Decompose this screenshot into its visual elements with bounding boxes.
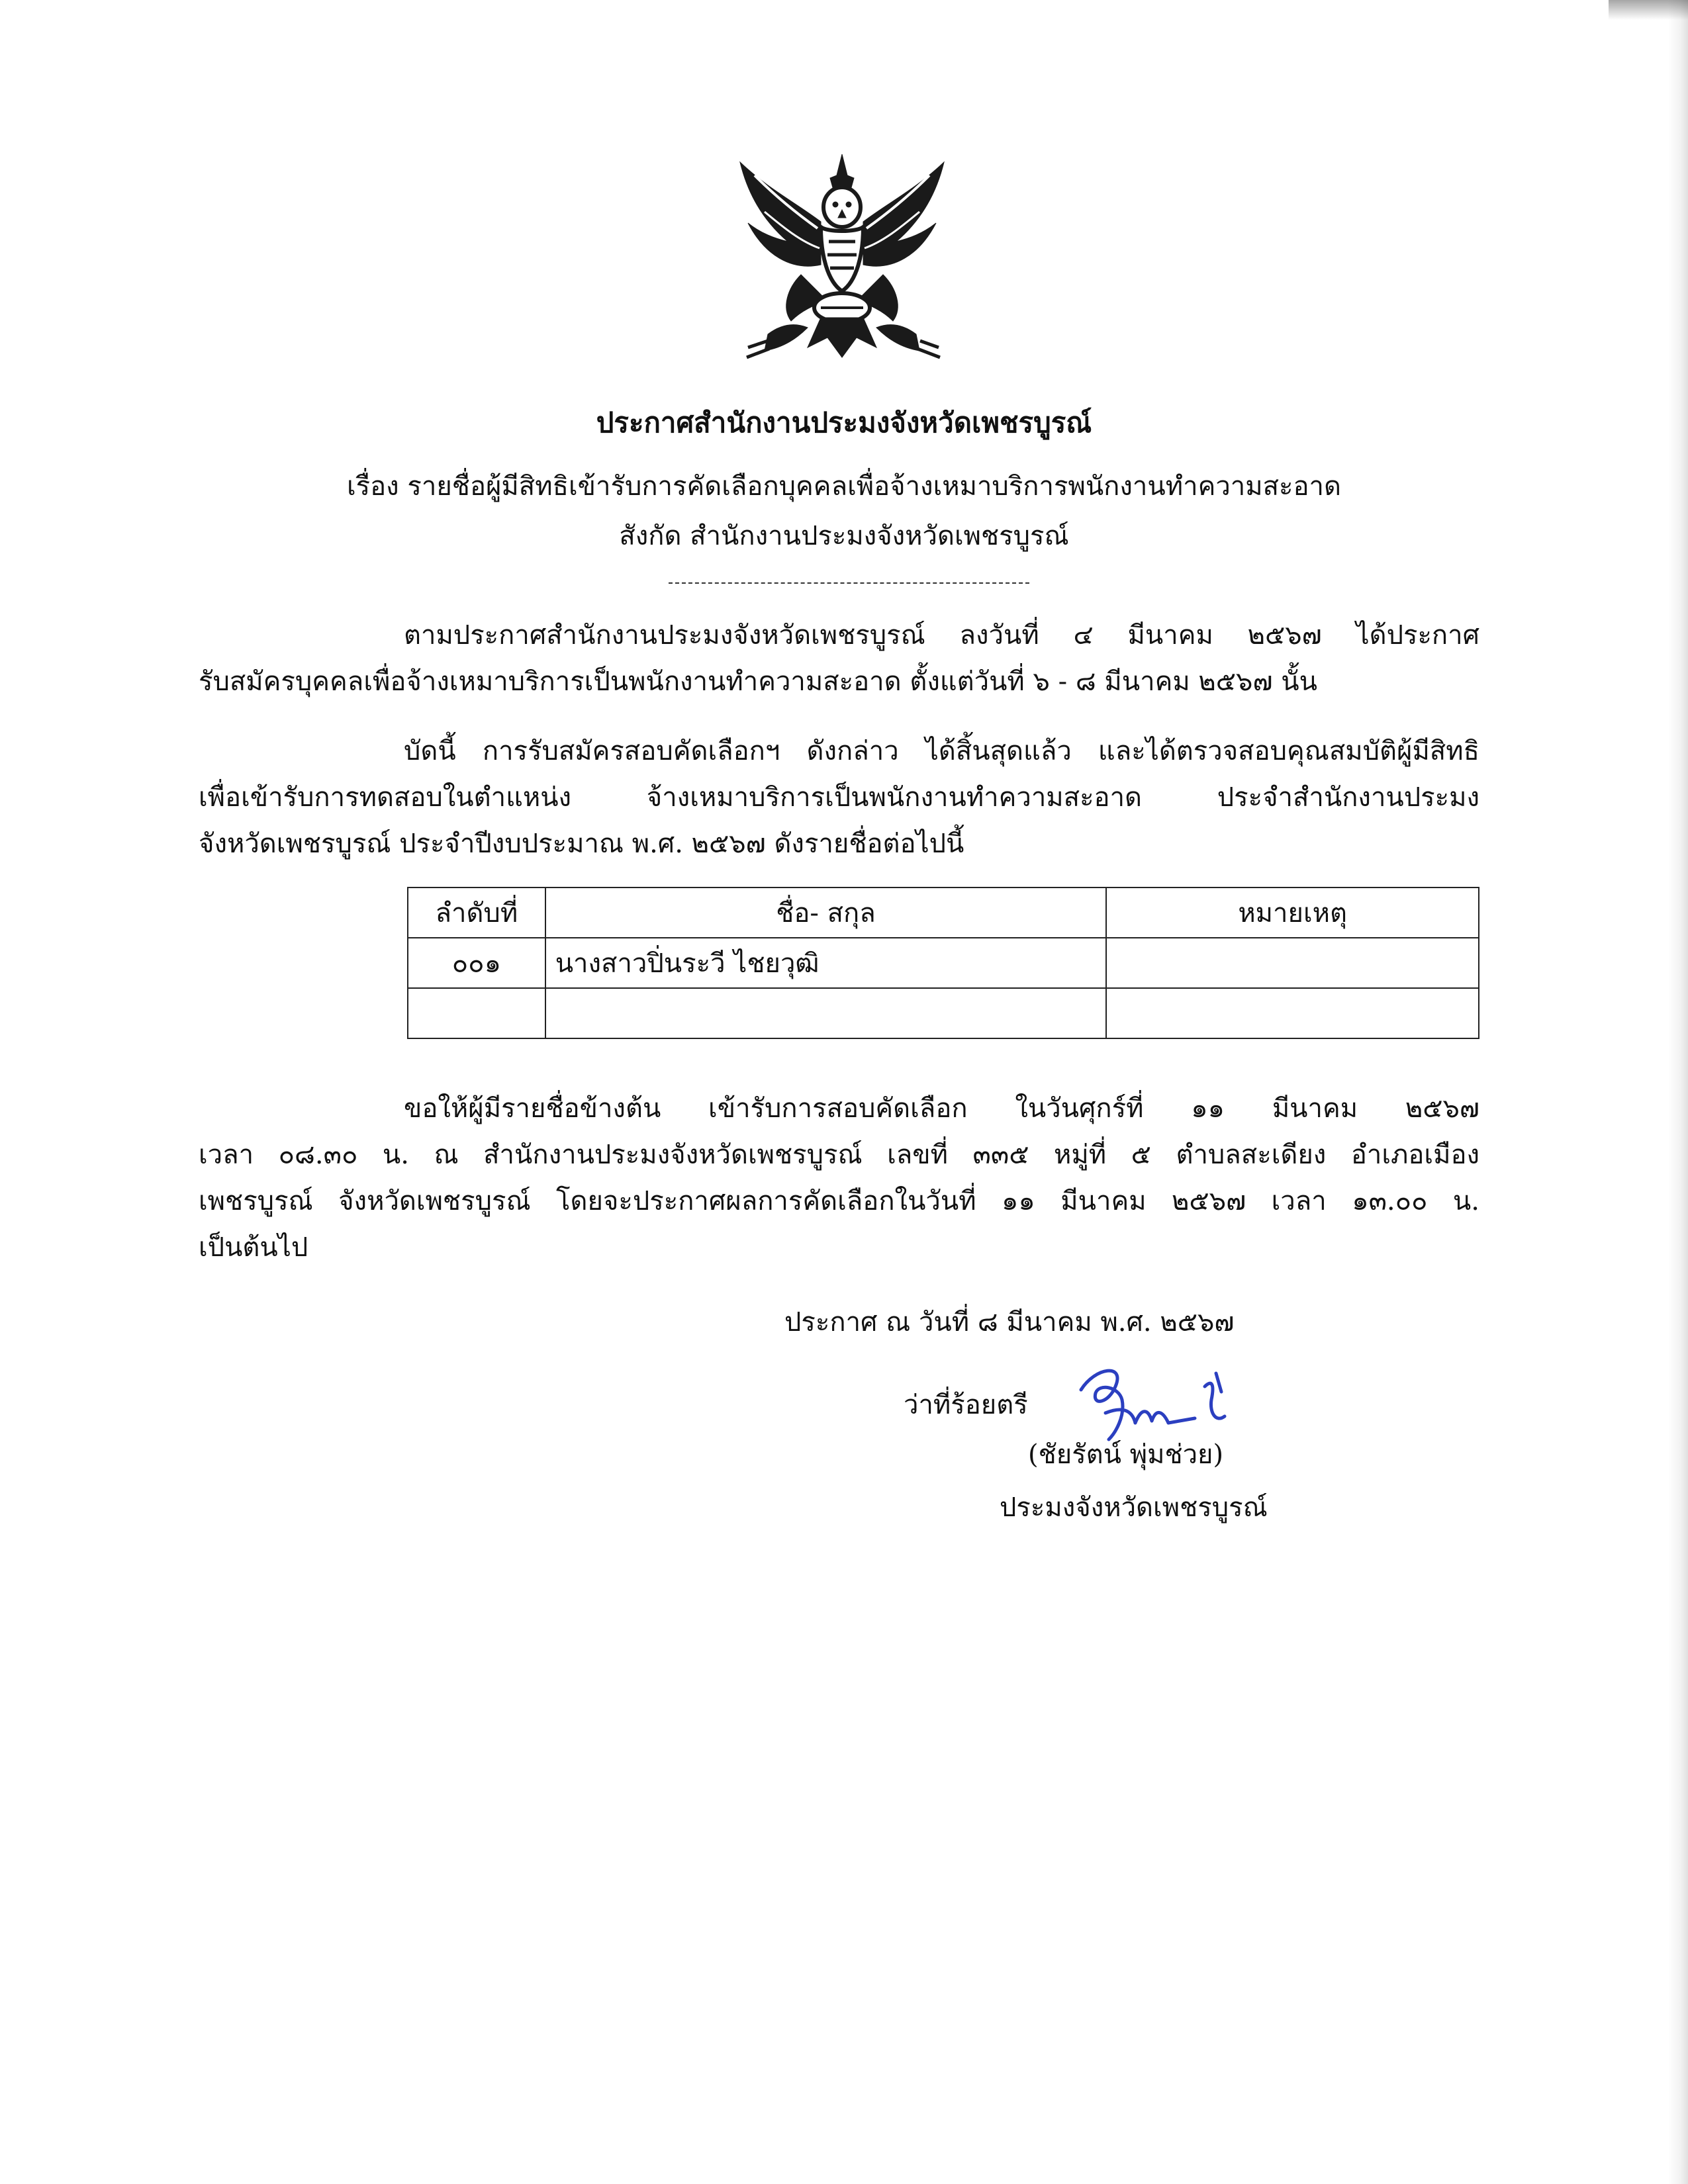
document-title: ประกาศสำนักงานประมงจังหวัดเพชรบูรณ์ <box>596 406 1092 439</box>
signer-name: (ชัยรัตน์ พุ่มช่วย) <box>1028 1439 1224 1470</box>
paragraph-line: ขอให้ผู้มีรายชื่อข้างต้น เข้ารับการสอบคัดเลือก ในวันศุกร์ที่ ๑๑ มีนาคม ๒๕๖๗ <box>404 1093 1479 1124</box>
paragraph-line: เพื่อเข้ารับการทดสอบในตำแหน่ง จ้างเหมาบริการเป็นพนักงานทำความสะอาด ประจำสำนักงานประมง <box>199 782 1479 813</box>
paragraph-line: รับสมัครบุคคลเพื่อจ้างเหมาบริการเป็นพนักงานทำความสะอาด ตั้งแต่วันที่ ๖ - ๘ มีนาคม ๒๕๖๗ นั้น <box>199 666 1317 697</box>
eligible-candidates-table <box>407 887 1479 1039</box>
cell-order: ๐๐๑ <box>408 938 545 988</box>
paragraph-line: เวลา ๐๘.๓๐ น. ณ สำนักงานประมงจังหวัดเพชรบูรณ์ เลขที่ ๓๓๕ หมู่ที่ ๕ ตำบลสะเดียง อำเภอเมือง <box>199 1140 1479 1170</box>
scan-corner-shadow <box>1609 0 1688 20</box>
announcement-date: ประกาศ ณ วันที่ ๘ มีนาคม พ.ศ. ๒๕๖๗ <box>784 1307 1235 1338</box>
cell-name <box>545 988 1107 1038</box>
handwritten-signature <box>1069 1360 1244 1446</box>
signer-position: ประมงจังหวัดเพชรบูรณ์ <box>1000 1492 1268 1523</box>
cell-order <box>408 988 545 1038</box>
table-row <box>408 988 1479 1038</box>
table-header-row <box>408 887 1479 938</box>
paragraph-announcement-reference <box>199 612 1479 705</box>
column-header-remark: หมายเหตุ <box>1106 887 1479 938</box>
paragraph-line: บัดนี้ การรับสมัครสอบคัดเลือกฯ ดังกล่าว ได้สิ้นสุดแล้ว และได้ตรวจสอบคุณสมบัติผู้มีสิทธิ <box>404 736 1479 766</box>
cell-remark <box>1106 938 1479 988</box>
garuda-emblem-icon <box>728 149 957 367</box>
paragraph-line: เพชรบูรณ์ จังหวัดเพชรบูรณ์ โดยจะประกาศผลการคัดเลือกในวันที่ ๑๑ มีนาคม ๒๕๖๗ เวลา ๑๓.๐๐ น. <box>199 1186 1479 1216</box>
paragraph-line: ตามประกาศสำนักงานประมงจังหวัดเพชรบูรณ์ ลงวันที่ ๔ มีนาคม ๒๕๖๗ ได้ประกาศ <box>404 620 1479 651</box>
column-header-order: ลำดับที่ <box>408 887 545 938</box>
signer-rank: ว่าที่ร้อยตรี <box>904 1390 1028 1420</box>
document-subject: เรื่อง รายชื่อผู้มีสิทธิเข้ารับการคัดเลือกบุคคลเพื่อจ้างเหมาบริการพนักงานทำความสะอาด <box>347 471 1341 502</box>
paragraph-qualification-check <box>199 728 1479 867</box>
scan-edge-shadow <box>1668 0 1688 2184</box>
column-header-name: ชื่อ- สกุล <box>545 887 1107 938</box>
paragraph-exam-schedule <box>199 1085 1479 1271</box>
document-affiliation: สังกัด สำนักงานประมงจังหวัดเพชรบูรณ์ <box>619 521 1069 551</box>
title-separator <box>669 582 1029 584</box>
cell-remark <box>1106 988 1479 1038</box>
cell-name: นางสาวปิ่นระวี ไชยวุฒิ <box>545 938 1107 988</box>
paragraph-line: จังหวัดเพชรบูรณ์ ประจำปีงบประมาณ พ.ศ. ๒๕๖๗ ดังรายชื่อต่อไปนี้ <box>199 829 964 859</box>
table-row <box>408 938 1479 988</box>
paragraph-line: เป็นต้นไป <box>199 1232 308 1263</box>
